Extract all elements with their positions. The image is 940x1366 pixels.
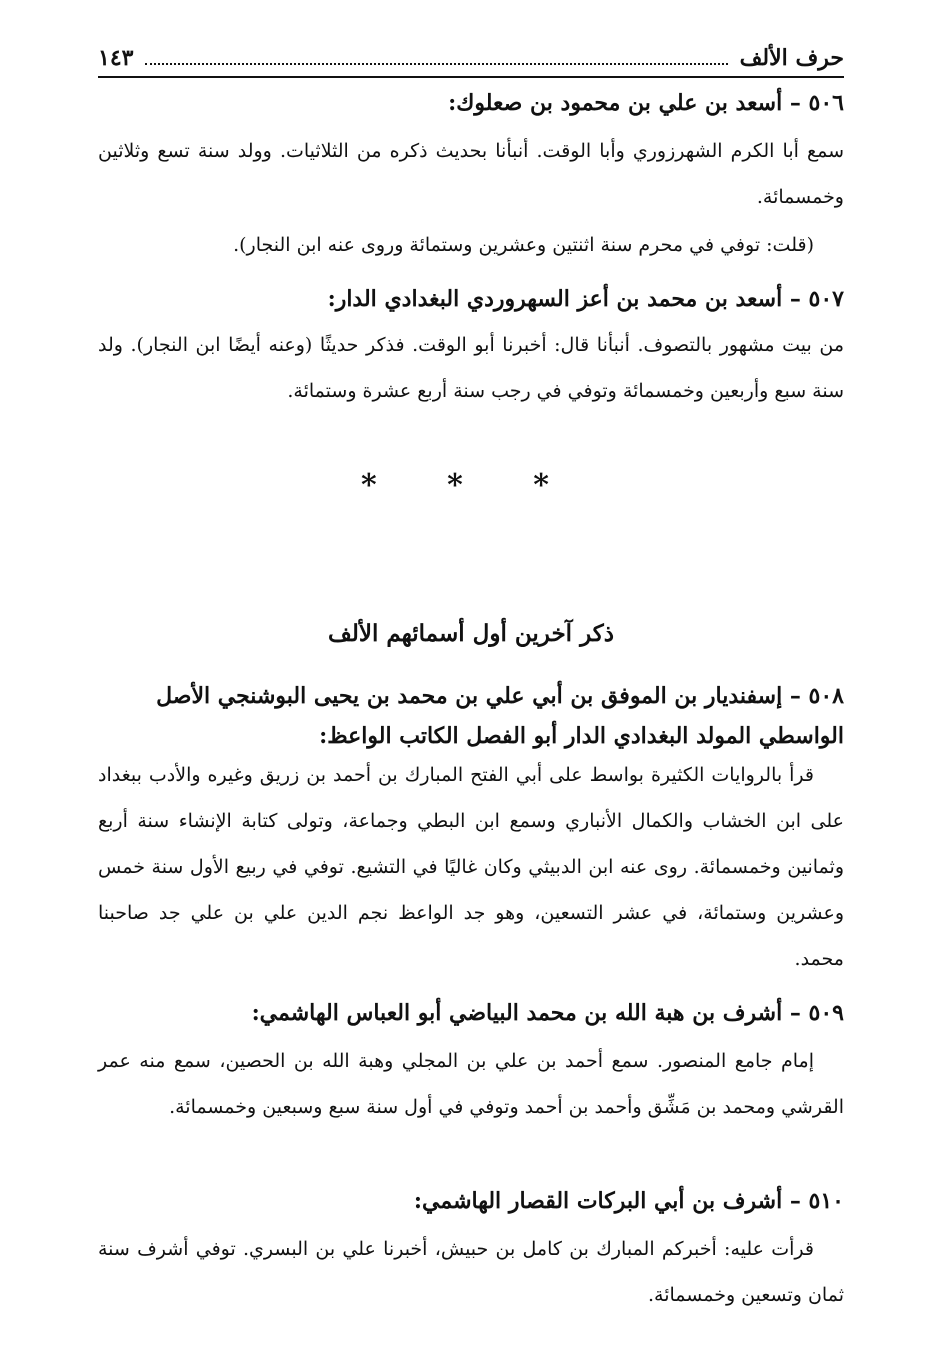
entry-510-title: ٥١٠ – أشرف بن أبي البركات القصار الهاشمي: <box>413 1188 844 1214</box>
entry-510-body: قرأت عليه: أخبركم المبارك بن كامل بن حبيش، أخبرنا علي بن البسري. توفي أشرف سنة ثمان وتسعين وخمسمائة. <box>98 1238 844 1306</box>
separator-stars: * * * <box>361 468 579 503</box>
entry-506-note: (قلت: توفي في محرم سنة اثنتين وعشرين وستمائة وروى عنه ابن النجار). <box>233 234 814 256</box>
entry-509-body: إمام جامع المنصور. سمع أحمد بن علي بن المجلي وهبة الله بن الحصين، سمع منه عمر القرشي ومحمد بن مَشِّق وأحمد بن أحمد وتوفي في أول سنة سبع وسبعين وخمسمائة. <box>98 1050 844 1118</box>
entry-508-title: ٥٠٨ – إسفنديار بن الموفق بن أبي علي بن محمد بن يحيى البوشنجي الأصل الواسطي المولد البغدادي الدار أبو الفصل الكاتب الواعظ: <box>156 683 844 749</box>
leader-dots <box>145 63 727 65</box>
entry-508-body: قرأ بالروايات الكثيرة بواسط على أبي الفتح المبارك بن أحمد بن زريق وغيره والأدب ببغداد على ابن الخشاب والكمال الأنباري وسمع ابن البطي وجماعة، وتولى كتابة الإنشاء سنة أربع وثمانين وخمسمائة. روى عنه ابن الدبيثي وكان غاليًا في التشيع. توفي في ربيع الأول سنة خمس وعشرين وستمائة، في عشر التسعين، وهو جد الواعظ نجم الدين علي بن علي جد صاحبنا محمد. <box>98 764 844 970</box>
running-head <box>98 40 844 78</box>
page-number: ١٤٣ <box>98 45 134 71</box>
entry-507-body: من بيت مشهور بالتصوف. أنبأنا قال: أخبرنا أبو الوقت. فذكر حديثًا (وعنه أيضًا ابن النجار). ولد سنة سبع وأربعين وخمسمائة وتوفي في رجب سنة أربع عشرة وستمائة. <box>98 334 844 402</box>
chapter-title: حرف الألف <box>739 45 844 71</box>
section-heading: ذكر آخرين أول أسمائهم الألف <box>328 620 614 647</box>
entry-509-title: ٥٠٩ – أشرف بن هبة الله بن محمد البياضي أبو العباس الهاشمي: <box>251 1000 844 1026</box>
entry-507-title: ٥٠٧ – أسعد بن محمد بن أعز السهروردي البغدادي الدار: <box>327 286 844 312</box>
entry-506-body: سمع أبا الكرم الشهرزوري وأبا الوقت. أنبأنا بحديث ذكره من الثلاثيات. وولد سنة تسع وثلاثين وخمسمائة. <box>98 140 844 208</box>
entry-506-title: ٥٠٦ – أسعد بن علي بن محمود بن صعلوك: <box>448 90 844 116</box>
